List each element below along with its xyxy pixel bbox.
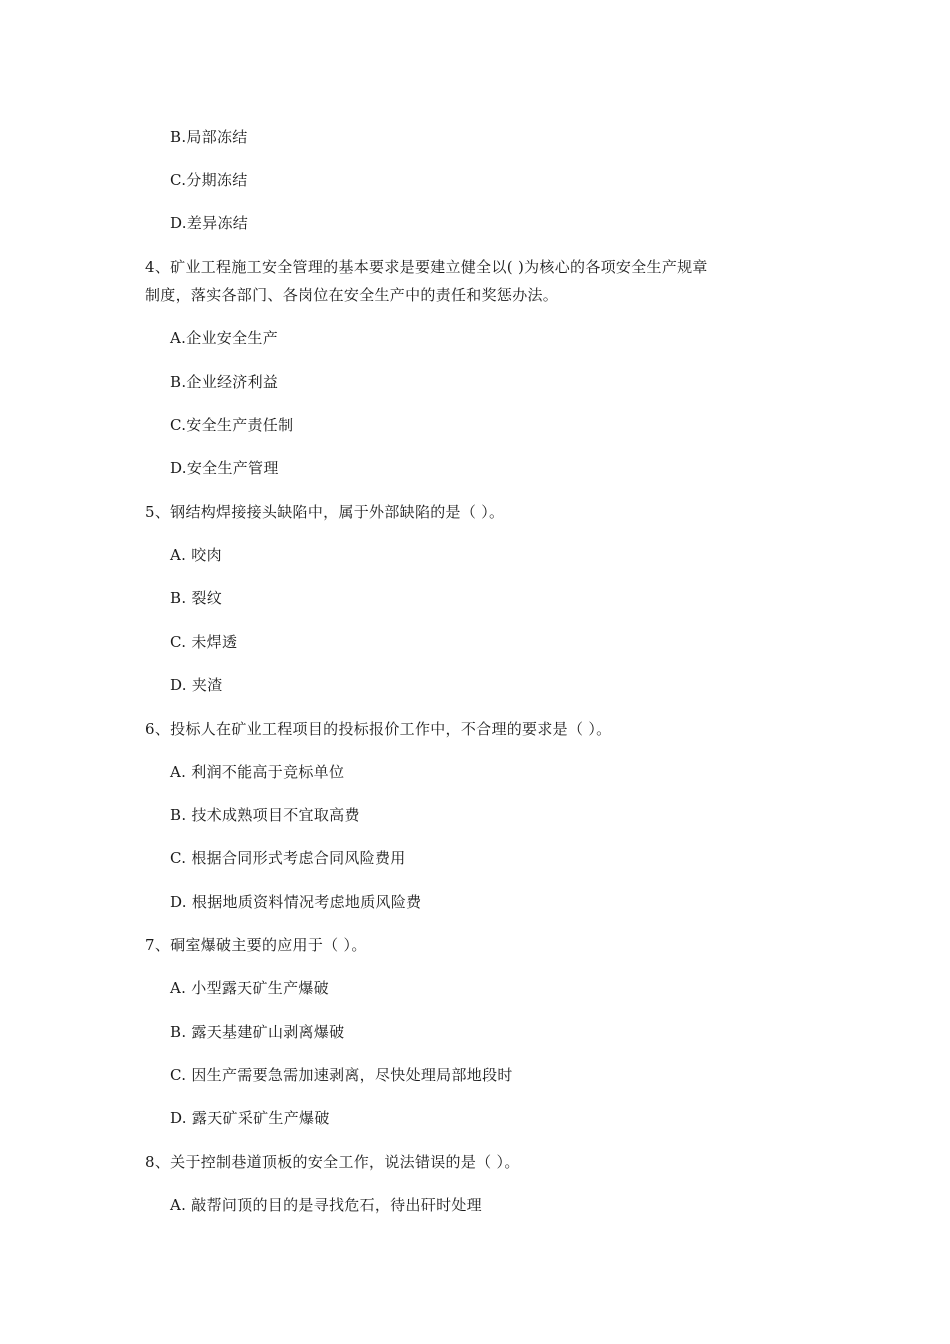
question-4-line-1: 4、矿业工程施工安全管理的基本要求是要建立健全以( )为核心的各项安全生产规章 xyxy=(145,258,708,276)
option-5-b: B. 裂纹 xyxy=(170,589,223,607)
option-6-b: B. 技术成熟项目不宜取高费 xyxy=(170,806,360,824)
option-3-d: D.差异冻结 xyxy=(170,214,249,232)
question-8: 8、关于控制巷道顶板的安全工作，说法错误的是（ ）。 xyxy=(145,1153,520,1171)
option-7-c: C. 因生产需要急需加速剥离，尽快处理局部地段时 xyxy=(170,1066,513,1084)
option-7-d: D. 露天矿采矿生产爆破 xyxy=(170,1109,330,1127)
option-4-b: B.企业经济利益 xyxy=(170,373,279,391)
option-6-a: A. 利润不能高于竞标单位 xyxy=(170,763,345,781)
option-5-c: C. 未焊透 xyxy=(170,633,238,651)
option-7-a: A. 小型露天矿生产爆破 xyxy=(170,979,329,997)
option-7-b: B. 露天基建矿山剥离爆破 xyxy=(170,1023,345,1041)
option-5-d: D. 夹渣 xyxy=(170,676,223,694)
question-4-line-2: 制度，落实各部门、各岗位在安全生产中的责任和奖惩办法。 xyxy=(145,286,559,304)
question-7: 7、硐室爆破主要的应用于（ ）。 xyxy=(145,936,367,954)
option-6-c: C. 根据合同形式考虑合同风险费用 xyxy=(170,849,406,867)
option-4-d: D.安全生产管理 xyxy=(170,459,279,477)
option-4-c: C.安全生产责任制 xyxy=(170,416,294,434)
option-5-a: A. 咬肉 xyxy=(170,546,222,564)
option-8-a: A. 敲帮问顶的目的是寻找危石，待出矸时处理 xyxy=(170,1196,482,1214)
option-3-b: B.局部冻结 xyxy=(170,128,248,146)
option-6-d: D. 根据地质资料情况考虑地质风险费 xyxy=(170,893,422,911)
option-4-a: A.企业安全生产 xyxy=(170,329,279,347)
question-6: 6、投标人在矿业工程项目的投标报价工作中，不合理的要求是（ ）。 xyxy=(145,720,612,738)
question-5: 5、钢结构焊接接头缺陷中，属于外部缺陷的是（ ）。 xyxy=(145,503,505,521)
option-3-c: C.分期冻结 xyxy=(170,171,248,189)
